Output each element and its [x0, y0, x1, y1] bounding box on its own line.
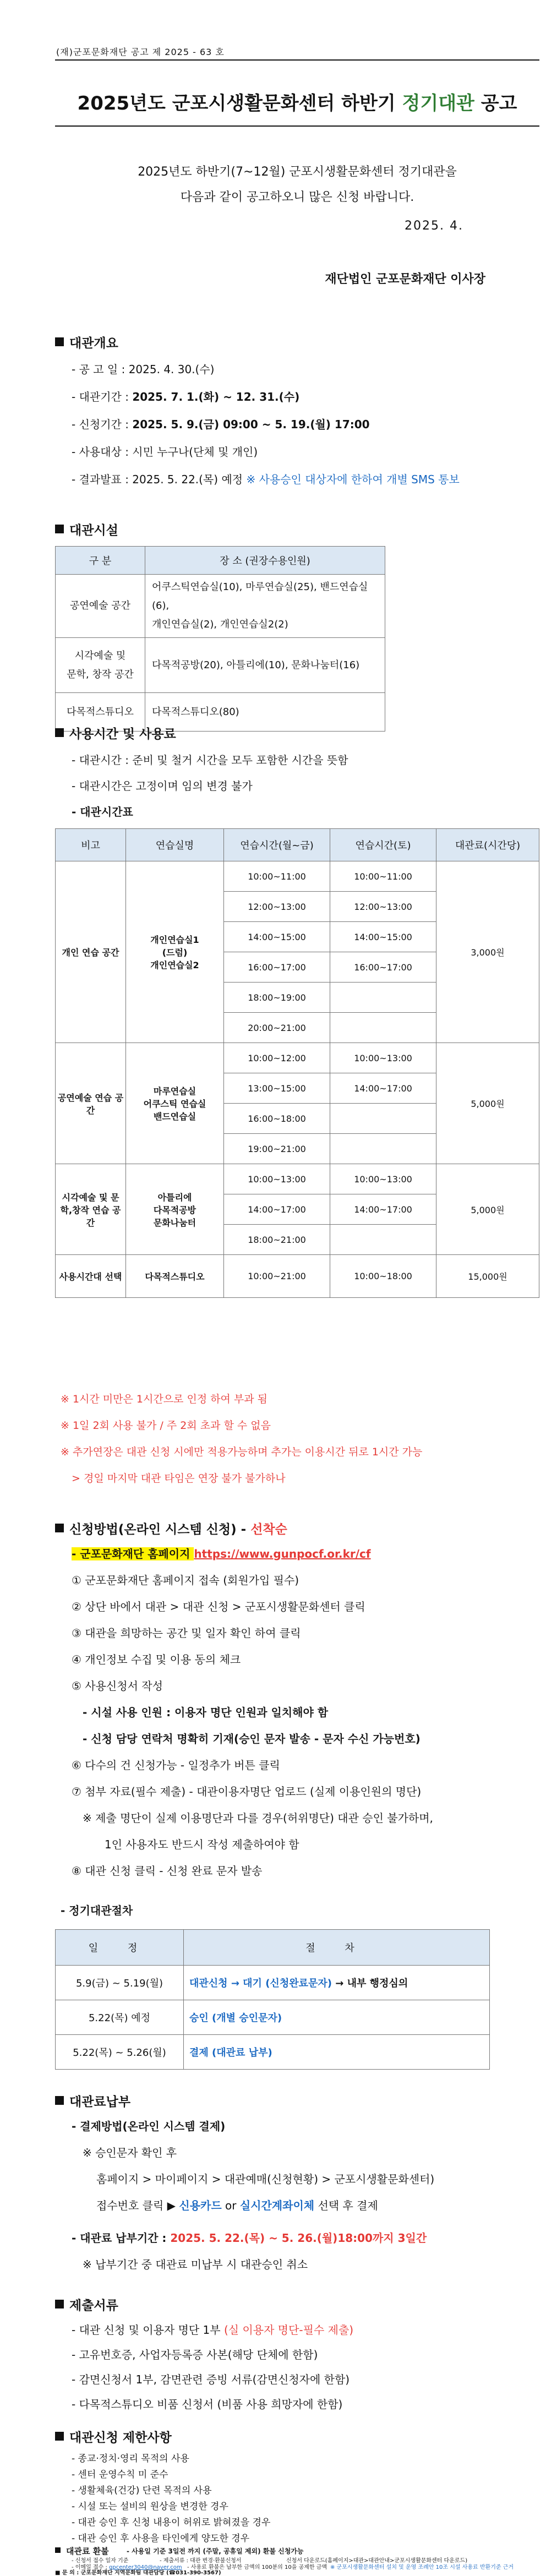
table-cell: 14:00~15:00	[224, 922, 330, 952]
table-cell: 10:00~11:00	[224, 861, 330, 892]
table-row	[56, 2035, 490, 2070]
table-cell: 16:00~18:00	[224, 1104, 330, 1134]
table-cell	[330, 983, 436, 1013]
table-cell: 다목적스튜디오	[126, 1255, 224, 1298]
refund-basis: - 신청서 접수 일자 기준	[72, 2558, 129, 2564]
table-cell: 다목적스튜디오	[56, 693, 145, 732]
table-cell: 14:00~17:00	[330, 1194, 436, 1225]
table-header-row	[56, 829, 539, 861]
table-cell	[330, 1134, 436, 1164]
table-cell: 다목적공방(20), 아틀리에(10), 문화나눔터(16)	[145, 638, 385, 693]
table-cell	[330, 1013, 436, 1043]
overview-notice-date: - 공 고 일 : 2025. 4. 30.(수)	[72, 363, 215, 376]
section-payment-title: 대관료납부	[55, 2092, 130, 2110]
footer-contact: ■ 문 의 : 군포문화재단 지역문화팀 대관담당 (☎031-390-3567)	[55, 2570, 221, 2576]
table-cell: 14:00~15:00	[330, 922, 436, 952]
table-cell: 15,000원	[436, 1255, 539, 1298]
facilities-table	[55, 546, 385, 732]
apply-step-note: 1인 사용자도 반드시 작성 제출하여야 함	[105, 1838, 299, 1851]
table-cell: 5,000원	[436, 1043, 539, 1164]
hours-definition: - 대관시간 : 준비 및 철거 시간을 모두 포함한 시간을 뜻함	[72, 754, 348, 767]
table-cell: 18:00~21:00	[224, 1225, 330, 1255]
document-number: (재)군포문화재단 공고 제 2025 - 63 호	[56, 47, 225, 57]
apply-substep: - 시설 사용 인원 : 이용자 명단 인원과 일치해야 함	[83, 1706, 329, 1719]
apply-step: ① 군포문화재단 홈페이지 접속 (회원가입 필수)	[72, 1574, 299, 1587]
header-rule-bottom	[55, 125, 539, 127]
hours-fixed-note: - 대관시간은 고정이며 임의 변경 불가	[72, 779, 253, 793]
schedule-label: - 대관시간표	[72, 805, 133, 818]
restriction-item: - 대관 승인 후 사용을 타인에게 양도한 경우	[72, 2533, 250, 2544]
table-cell: 18:00~19:00	[224, 983, 330, 1013]
column-header: 연습실명	[126, 829, 224, 861]
restriction-item: - 센터 운영수칙 미 준수	[72, 2469, 168, 2480]
table-row	[56, 638, 385, 693]
apply-step-note: ※ 제출 명단이 실제 이용명단과 다를 경우(허위명단) 대관 승인 불가하며,	[83, 1811, 433, 1825]
table-cell: 16:00~17:00	[330, 952, 436, 983]
table-cell: 14:00~17:00	[224, 1194, 330, 1225]
refund-deadline: - 사용일 기준 3일전 까지 (주말, 공휴일 제외) 환불 신청가능	[127, 2547, 304, 2555]
procedure-label: - 정기대관절차	[61, 1904, 133, 1917]
document-item: - 고유번호증, 사업자등록증 사본(해당 단체에 한함)	[72, 2348, 318, 2361]
note-extension-2: > 경일 마지막 대관 타임은 연장 불가 불가하나	[72, 1472, 286, 1485]
table-cell: 3,000원	[436, 861, 539, 1043]
column-header: 비고	[56, 829, 126, 861]
table-cell: 10:00~11:00	[330, 861, 436, 892]
table-cell: 5,000원	[436, 1164, 539, 1255]
document-item: - 다목적스튜디오 비품 신청서 (비품 사용 희망자에 한함)	[72, 2398, 343, 2411]
issuer: 재단법인 군포문화재단 이사장	[325, 272, 485, 286]
column-header: 연습시간(월~금)	[224, 829, 330, 861]
table-cell: 16:00~17:00	[224, 952, 330, 983]
table-cell: 10:00~13:00	[330, 1043, 436, 1073]
table-cell: 어쿠스틱연습실(10), 마루연습실(25), 밴드연습실(6), 개인연습실(2), 개인연습실2(2)	[145, 575, 385, 638]
section-hours-fees-title: 사용시간 및 사용료	[55, 724, 176, 742]
table-cell: 12:00~13:00	[330, 892, 436, 922]
table-row	[56, 1255, 539, 1298]
apply-step: ⑦ 첨부 자료(필수 제출) - 대관이용자명단 업로드 (실제 이용인원의 명단)	[72, 1785, 422, 1798]
procedure-table	[55, 1929, 490, 2070]
table-row	[56, 861, 539, 892]
payment-select: 접수번호 클릭 ▶ 신용카드 or 실시간계좌이체 선택 후 결제	[96, 2199, 378, 2212]
page-title: 2025년도 군포시생활문화센터 하반기 정기대관 공고	[77, 92, 517, 114]
table-cell: 19:00~21:00	[224, 1134, 330, 1164]
intro-text: 2025년도 하반기(7~12월) 군포시생활문화센터 정기대관을 다음과 같이 공고하오니 많은 신청 바랍니다.	[138, 165, 457, 204]
payment-cancel-note: ※ 납부기간 중 대관료 미납부 시 대관승인 취소	[83, 2258, 308, 2271]
table-cell	[330, 1225, 436, 1255]
column-header: 연습시간(토)	[330, 829, 436, 861]
section-facilities-title: 대관시설	[55, 520, 118, 538]
table-cell: 14:00~17:00	[330, 1073, 436, 1104]
table-cell: 아틀리에 다목적공방 문화나눔터	[126, 1164, 224, 1255]
table-header-row	[56, 1930, 490, 1966]
restriction-item: - 종교·정치·영리 목적의 사용	[72, 2453, 189, 2464]
overview-rental-period: - 대관기간 : 2025. 7. 1.(화) ~ 12. 31.(수)	[72, 390, 300, 403]
document-item: - 감면신청서 1부, 감면관련 증빙 서류(감면신청자에 한함)	[72, 2373, 350, 2386]
apply-step: ⑧ 대관 신청 클릭 - 신청 완료 문자 발송	[72, 1864, 263, 1878]
table-cell: 개인연습실1 (드럼) 개인연습실2	[126, 861, 224, 1043]
table-header-row	[56, 547, 385, 575]
table-cell: 시각예술 및 문학, 창작 공간	[56, 638, 145, 693]
refund-download: 신청서 다운로드(홈페이지>대관>대관안내>군포시생활문화센터 다운로드)	[286, 2558, 468, 2564]
table-cell: 10:00~18:00	[330, 1255, 436, 1298]
section-overview-title: 대관개요	[55, 333, 118, 351]
refund-amount: - 사용료 환불은 납부한 금액의 100분의 10을 공제한 금액	[187, 2564, 327, 2570]
apply-step: ② 상단 바에서 대관 > 대관 신청 > 군포시생활문화센터 클릭	[72, 1600, 365, 1613]
table-cell: 승인 (개별 승인문자)	[184, 2000, 490, 2035]
payment-period: - 대관료 납부기간 : 2025. 5. 22.(목) ~ 5. 26.(월)18:00까지 3일간	[72, 2231, 427, 2245]
table-row	[56, 1164, 539, 1194]
header-rule-top	[55, 59, 539, 61]
note-minimum-hour: ※ 1시간 미만은 1시간으로 인정 하여 부과 됨	[61, 1393, 268, 1405]
note-extension: ※ 추가연장은 대관 신청 시에만 적용가능하며 추가는 이용시간 뒤로 1시간 가능	[61, 1446, 423, 1458]
overview-target: - 사용대상 : 시민 누구나(단체 및 개인)	[72, 445, 258, 459]
schedule-table	[55, 828, 539, 1298]
apply-step: ⑤ 사용신청서 작성	[72, 1679, 163, 1693]
table-cell: 대관신청 → 대기 (신청완료문자) → 내부 행정심의	[184, 1966, 490, 2000]
document-item: - 대관 신청 및 이용자 명단 1부 (실 이용자 명단-필수 제출)	[72, 2323, 354, 2337]
section-apply-title: 신청방법(온라인 시스템 신청) - 선착순	[55, 1519, 287, 1537]
table-row	[56, 1966, 490, 2000]
refund-email: - 이메일 접수 : gpcenter3040@naver.com	[72, 2564, 182, 2570]
restriction-item: - 생활체육(건강) 단련 목적의 사용	[72, 2485, 212, 2496]
table-cell: 개인 연습 공간	[56, 861, 126, 1043]
apply-step: ③ 대관을 희망하는 공간 및 일자 확인 하여 클릭	[72, 1627, 301, 1640]
apply-substep: - 신청 담당 연락처 명확히 기재(승인 문자 발송 - 문자 수신 가능번호)	[83, 1732, 421, 1745]
notice-date: 2025. 4.	[405, 219, 463, 233]
column-header: 대관료(시간당)	[436, 829, 539, 861]
column-header: 절 차	[184, 1930, 490, 1966]
table-cell: 공연예술 공간	[56, 575, 145, 638]
table-row	[56, 2000, 490, 2035]
table-cell: 13:00~15:00	[224, 1073, 330, 1104]
payment-path: 홈페이지 > 마이페이지 > 대관예매(신청현황) > 군포시생활문화센터)	[96, 2173, 435, 2186]
refund-email-link[interactable]: gpcenter3040@naver.com	[109, 2564, 182, 2570]
overview-result: - 결과발표 : 2025. 5. 22.(목) 예정 ※ 사용승인 대상자에 한하여 개별 SMS 통보	[72, 473, 460, 486]
section-restrictions-title: 대관신청 제한사항	[55, 2427, 172, 2446]
table-cell	[330, 1104, 436, 1134]
table-cell: 5.9(금) ~ 5.19(월)	[56, 1966, 184, 2000]
apply-step: ④ 개인정보 수집 및 이용 동의 체크	[72, 1653, 241, 1666]
table-cell: 공연예술 연습 공간	[56, 1043, 126, 1164]
homepage-link[interactable]: https://www.gunpocf.or.kr/cf	[194, 1547, 371, 1560]
table-row	[56, 1043, 539, 1073]
restriction-item: - 시설 또는 설비의 원상을 변경한 경우	[72, 2501, 228, 2512]
refund-form: - 제출서류 : 대관 변경·환불신청서	[160, 2558, 242, 2564]
table-row	[56, 575, 385, 638]
table-cell: 5.22(목) 예정	[56, 2000, 184, 2035]
column-header: 구 분	[56, 547, 145, 575]
table-cell: 12:00~13:00	[224, 892, 330, 922]
column-header: 장 소 (권장수용인원)	[145, 547, 385, 575]
apply-step: ⑥ 다수의 건 신청가능 - 일정추가 버튼 클릭	[72, 1759, 280, 1772]
section-documents-title: 제출서류	[55, 2295, 118, 2313]
table-cell: 시각예술 및 문학,창작 연습 공간	[56, 1164, 126, 1255]
homepage-line: - 군포문화재단 홈페이지 https://www.gunpocf.or.kr/cf	[72, 1547, 371, 1560]
note-usage-limit: ※ 1일 2회 사용 불가 / 주 2회 초과 할 수 없음	[61, 1420, 271, 1432]
section-refund-title: 대관료 환불	[55, 2545, 109, 2557]
column-header: 일 정	[56, 1930, 184, 1966]
table-cell: 사용시간대 선택	[56, 1255, 126, 1298]
payment-note: ※ 승인문자 확인 후	[83, 2146, 177, 2159]
table-cell: 마루연습실 어쿠스틱 연습실 밴드연습실	[126, 1043, 224, 1164]
table-cell: 10:00~13:00	[224, 1164, 330, 1194]
refund-rule-note: ※ 군포시생활문화센터 설치 및 운영 조례안 10조 시설 사용료 반환기준 근거	[330, 2564, 514, 2570]
table-cell: 10:00~13:00	[330, 1164, 436, 1194]
overview-apply-period: - 신청기간 : 2025. 5. 9.(금) 09:00 ~ 5. 19.(월) 17:00	[72, 418, 370, 431]
table-cell: 10:00~12:00	[224, 1043, 330, 1073]
table-cell: 10:00~21:00	[224, 1255, 330, 1298]
table-cell: 결제 (대관료 납부)	[184, 2035, 490, 2070]
restriction-item: - 대관 승인 후 신청 내용이 허위로 밝혀졌을 경우	[72, 2517, 271, 2528]
table-cell: 다목적스튜디오(80)	[145, 693, 385, 732]
table-cell: 20:00~21:00	[224, 1013, 330, 1043]
payment-method: - 결제방법(온라인 시스템 결제)	[72, 2120, 226, 2133]
table-cell: 5.22(목) ~ 5.26(월)	[56, 2035, 184, 2070]
